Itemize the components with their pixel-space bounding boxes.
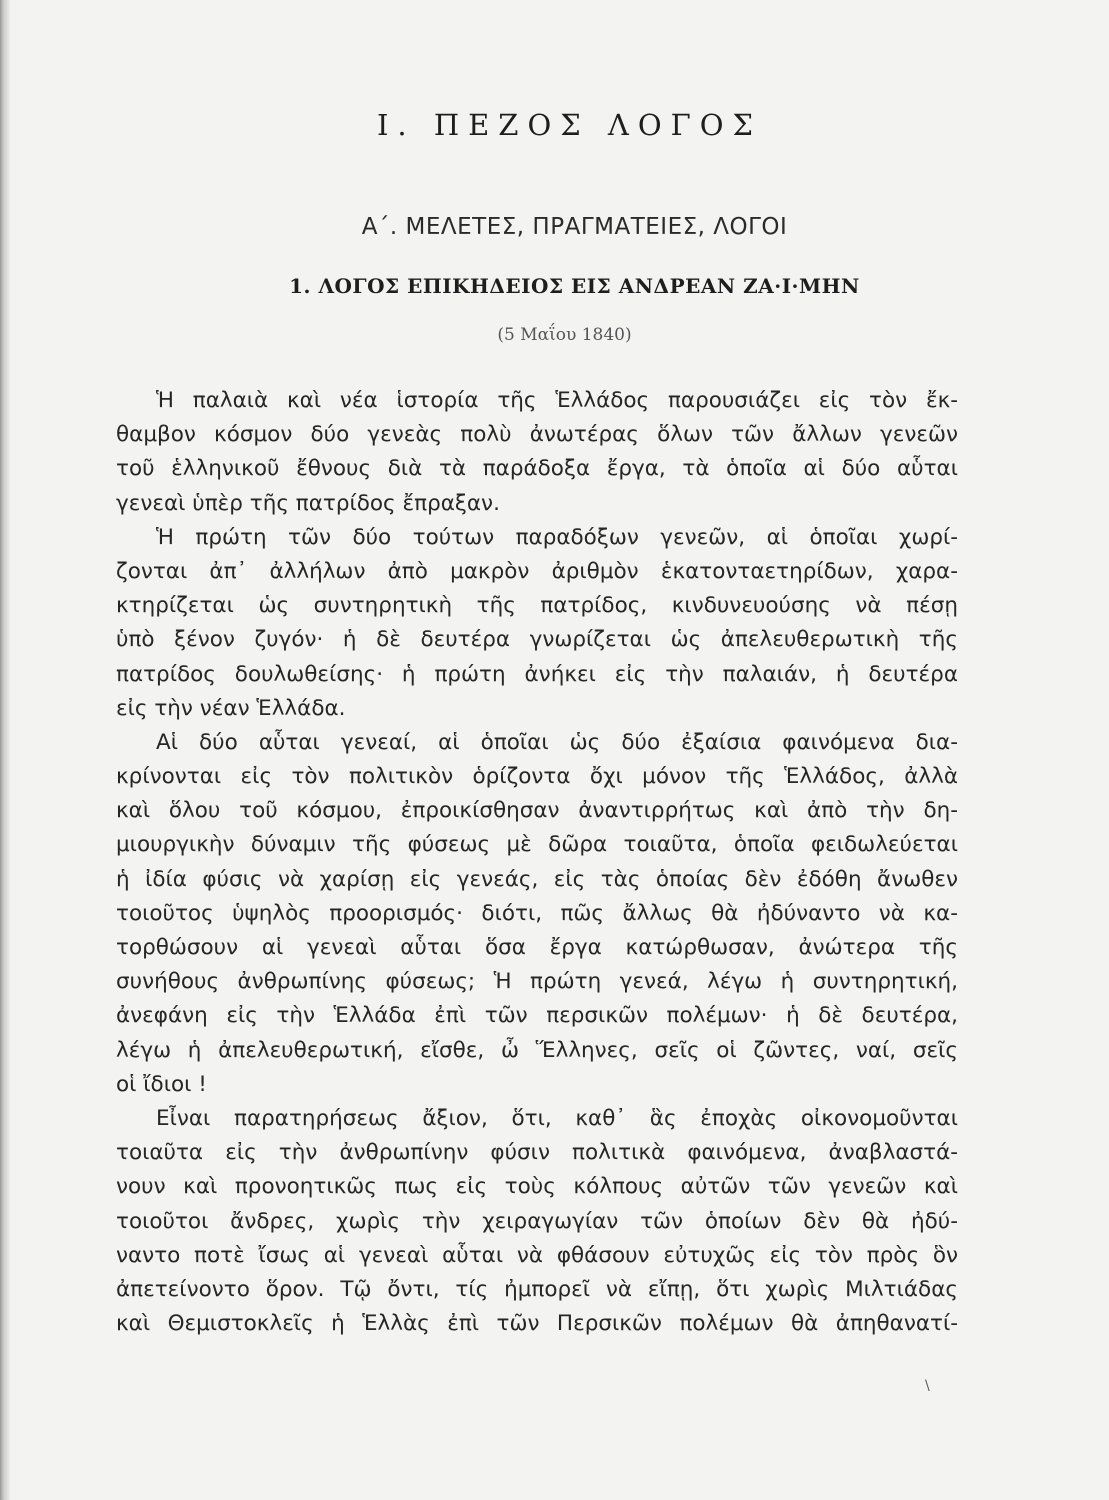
text-line: πατρίδος δουλωθείσης· ἡ πρώτη ἀνήκει εἰς τὴν παλαιάν, ἡ δευτέρα — [116, 661, 958, 687]
text-line: εἰς τὴν νέαν Ἑλλάδα. — [116, 695, 346, 721]
text-line: οἱ ἴδιοι ! — [116, 1071, 207, 1097]
text-line: ἀνεφάνη εἰς τὴν Ἑλλάδα ἐπὶ τῶν περσικῶν πολέμων· ἡ δὲ δευτέρα, — [116, 1003, 958, 1029]
text-line: ὑπὸ ξένον ζυγόν· ἡ δὲ δευτέρα γνωρίζεται ὡς ἀπελευθερωτικὴ τῆς — [116, 627, 958, 653]
footer-mark: \ — [925, 1378, 930, 1394]
text-line: κρίνονται εἰς τὸν πολιτικὸν ὁρίζοντα ὄχι μόνον τῆς Ἑλλάδος, ἀλλὰ — [116, 764, 958, 790]
section-title: Α΄. ΜΕΛΕΤΕΣ, ΠΡΑΓΜΑΤΕΙΕΣ, ΛΟΓΟΙ — [361, 214, 788, 240]
text-line: γενεαὶ ὑπὲρ τῆς πατρίδος ἔπραξαν. — [116, 490, 500, 516]
text-line: Αἱ δύο αὗται γενεαί, αἱ ὁποῖαι ὡς δύο ἐξαίσια φαινόμενα δια- — [156, 729, 958, 755]
text-line: τοῦ ἑλληνικοῦ ἔθνους διὰ τὰ παράδοξα ἔργα, τὰ ὁποῖα αἱ δύο αὗται — [116, 456, 958, 482]
paragraph-4 — [116, 1102, 958, 1341]
text-line: θαμβον κόσμον δύο γενεὰς πολὺ ἀνωτέρας ὅλων τῶν ἄλλων γενεῶν — [116, 422, 958, 448]
text-line: ἀπετείνοντο ὅρον. Τῷ ὄντι, τίς ἠμπορεῖ νὰ εἴπῃ, ὅτι χωρὶς Μιλτιάδας — [116, 1276, 958, 1302]
text-line: λέγω ἡ ἀπελευθερωτική, εἴσθε, ὦ Ἕλληνες, σεῖς οἱ ζῶντες, ναί, σεῖς — [116, 1037, 958, 1063]
paragraph-2 — [116, 521, 958, 726]
text-line: τοιοῦτοι ἄνδρες, χωρὶς τὴν χειραγωγίαν τῶν ὁποίων δὲν θὰ ἠδύ- — [116, 1208, 958, 1234]
text-line: ζονται ἀπ᾿ ἀλλήλων ἀπὸ μακρὸν ἀριθμὸν ἑκατονταετηρίδων, χαρα- — [116, 558, 958, 584]
text-line: κτηρίζεται ὡς συντηρητικὴ τῆς πατρίδος, κινδυνευούσης νὰ πέσῃ — [116, 593, 958, 619]
text-line: ναντο ποτὲ ἴσως αἱ γενεαὶ αὗται νὰ φθάσουν εὐτυχῶς εἰς τὸν πρὸς ὃν — [116, 1242, 958, 1268]
text-line: Ἡ πρώτη τῶν δύο τούτων παραδόξων γενεῶν, αἱ ὁποῖαι χωρί- — [156, 524, 958, 550]
text-line: μιουργικὴν δύναμιν τῆς φύσεως μὲ δῶρα τοιαῦτα, ὁποῖα φειδωλεύεται — [116, 832, 958, 858]
article-date: (5 Μαΐου 1840) — [497, 325, 632, 345]
paragraph-3 — [116, 726, 958, 1102]
text-line: τοιοῦτος ὑψηλὸς προορισμός· διότι, πῶς ἄλλως θὰ ἠδύναντο νὰ κα- — [116, 900, 958, 926]
text-line: συνήθους ἀνθρωπίνης φύσεως; Ἡ πρώτη γενεά, λέγω ἡ συντηρητική, — [116, 969, 958, 995]
text-line: Ἡ παλαιὰ καὶ νέα ἱστορία τῆς Ἑλλάδος παρουσιάζει εἰς τὸν ἔκ- — [156, 388, 958, 413]
text-line: τορθώσουν αἱ γενεαὶ αὗται ὅσα ἔργα κατώρθωσαν, ἀνώτερα τῆς — [116, 935, 958, 960]
text-line: Εἶναι παρατηρήσεως ἄξιον, ὅτι, καθ᾿ ἃς ἐποχὰς οἰκονομοῦνται — [156, 1105, 958, 1131]
text-line: τοιαῦτα εἰς τὴν ἀνθρωπίνην φύσιν πολιτικὰ φαινόμενα, ἀναβλαστά- — [116, 1140, 958, 1166]
text-line: καὶ ὅλου τοῦ κόσμου, ἐπροικίσθησαν ἀναντιρρήτως καὶ ἀπὸ τὴν δη- — [116, 798, 958, 824]
text-line: νουν καὶ προνοητικῶς πως εἰς τοὺς κόλπους αὐτῶν τῶν γενεῶν καὶ — [116, 1174, 958, 1200]
main-title: I. ΠΕΖΟΣ ΛΟΓΟΣ — [376, 108, 763, 142]
article-title: 1. ΛΟΓΟΣ ΕΠΙΚΗΔΕΙΟΣ ΕΙΣ ΑΝΔΡΕΑΝ ΖΑ·Ι·ΜΗΝ — [289, 274, 860, 298]
text-line: ἡ ἰδία φύσις νὰ χαρίσῃ εἰς γενεάς, εἰς τὰς ὁποίας δὲν ἐδόθη ἄνωθεν — [116, 866, 958, 892]
text-line: καὶ Θεμιστοκλεῖς ἡ Ἑλλὰς ἐπὶ τῶν Περσικῶν πολέμων θὰ ἀπηθανατί- — [116, 1311, 958, 1337]
body-text — [116, 384, 958, 1341]
paragraph-1 — [116, 384, 958, 521]
